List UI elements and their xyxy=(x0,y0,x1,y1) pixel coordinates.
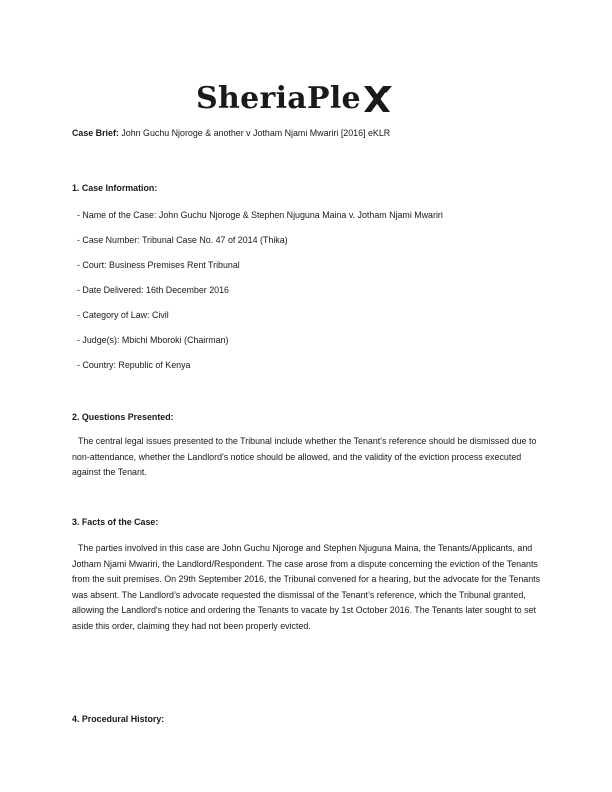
info-item-name: - Name of the Case: John Guchu Njoroge & Stephen Njuguna Maina v. Jotham Njami Mwariri xyxy=(77,210,443,220)
case-brief-label: Case Brief: xyxy=(72,128,119,138)
questions-presented-paragraph: The central legal issues presented to the Tribunal include whether the Tenant's reference should be dismissed due to non-attendance, whether the Landlord's notice should be allowed, and the validity of the eviction process executed against the Tenant. xyxy=(72,436,537,477)
case-brief-title: John Guchu Njoroge & another v Jotham Njami Mwariri [2016] eKLR xyxy=(118,128,391,138)
logo-x-mark-icon xyxy=(362,84,392,114)
info-item-category: - Category of Law: Civil xyxy=(77,310,169,320)
facts-paragraph: The parties involved in this case are John Guchu Njoroge and Stephen Njuguna Maina, the Tenants/Applicants, and Jotham Njami Mwariri, the Landlord/Respondent. The case arose from a dispute concerning the eviction of the Tenants from the suit premises. On 29th September 2016, the Tribunal convened for a hearing, but the advocate for the Tenants was absent. The Landlord’s advocate requested the dismissal of the Tenant’s reference, which the Tribunal granted, allowing the Landlord's notice and ordering the Tenants to vacate by 1st October 2016. The Tenants later sought to set aside this order, claiming they had not been properly evicted. xyxy=(72,543,541,631)
section-heading-questions-presented: 2. Questions Presented: xyxy=(72,412,174,422)
section-heading-case-information: 1. Case Information: xyxy=(72,183,158,193)
section-heading-procedural-history: 4. Procedural History: xyxy=(72,714,165,724)
section-heading-facts: 3. Facts of the Case: xyxy=(72,517,159,527)
case-brief-line xyxy=(72,128,390,138)
sheriaplex-logo xyxy=(196,78,426,120)
info-item-judges: - Judge(s): Mbichi Mboroki (Chairman) xyxy=(77,335,229,345)
info-item-court: - Court: Business Premises Rent Tribunal xyxy=(77,260,240,270)
logo-text: SheriaPle xyxy=(196,81,361,116)
info-item-case-number: - Case Number: Tribunal Case No. 47 of 2014 (Thika) xyxy=(77,235,288,245)
info-item-country: - Country: Republic of Kenya xyxy=(77,360,191,370)
info-item-date-delivered: - Date Delivered: 16th December 2016 xyxy=(77,285,229,295)
